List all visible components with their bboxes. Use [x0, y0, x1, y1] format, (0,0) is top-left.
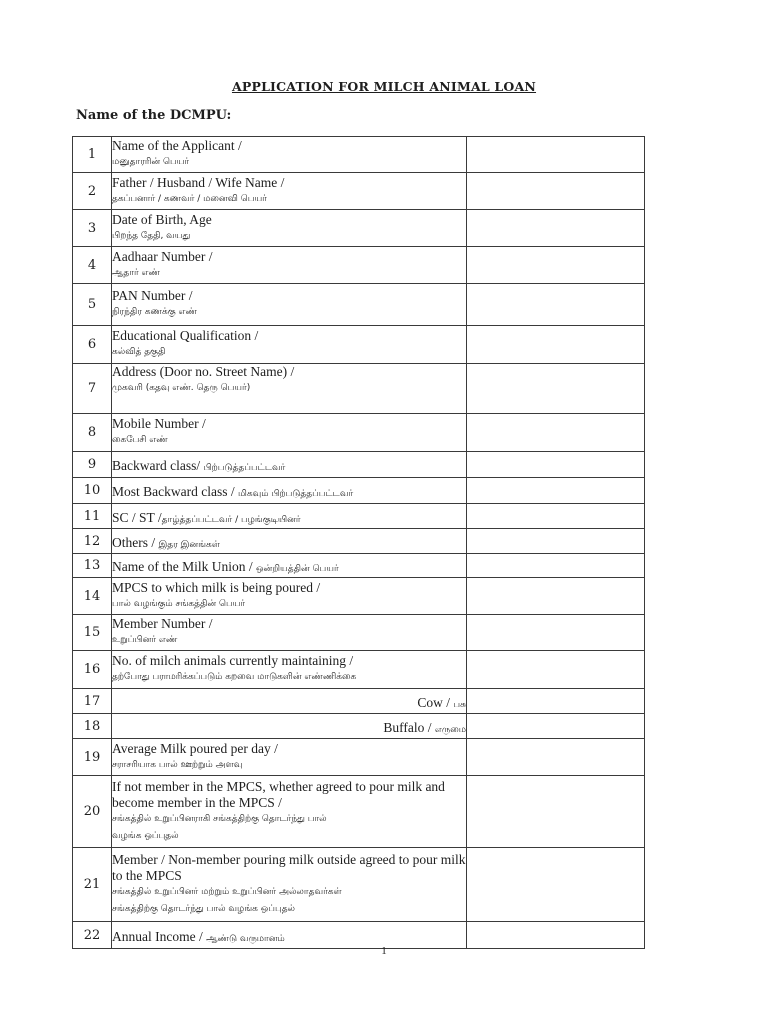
- row-number: 17: [73, 689, 112, 714]
- label-ta: சங்கத்தில் உறுப்பினர் மற்றும் உறுப்பினர் அல்லாதவர்கள்: [112, 886, 342, 897]
- field-label: [112, 554, 467, 578]
- field-label: [112, 615, 467, 651]
- label-en: Name of the Milk Union /: [112, 559, 256, 574]
- table-row: [73, 504, 645, 529]
- field-label: [112, 173, 467, 210]
- row-number: 16: [73, 651, 112, 689]
- table-row: [73, 137, 645, 173]
- field-label: [112, 414, 467, 452]
- table-row: [73, 326, 645, 364]
- row-number: 22: [73, 922, 112, 949]
- row-number: 6: [73, 326, 112, 364]
- answer-cell[interactable]: [467, 364, 645, 414]
- table-row: [73, 651, 645, 689]
- row-number: 20: [73, 776, 112, 848]
- label-en: Annual Income /: [112, 928, 207, 944]
- label-en: If not member in the MPCS, whether agreed to pour milk and become member in the MPCS /: [112, 778, 445, 810]
- row-number: 11: [73, 504, 112, 529]
- label-ta: முகவரி (கதவு எண். தெரு பெயர்): [112, 383, 251, 393]
- row-number: 12: [73, 529, 112, 554]
- label-ta: உறுப்பினர் எண்: [112, 635, 178, 645]
- label-en: Address (Door no. Street Name) /: [112, 364, 295, 379]
- row-number: 14: [73, 578, 112, 615]
- label-ta: மிகவும் பிற்படுத்தப்பட்டவர்: [237, 489, 354, 499]
- answer-cell[interactable]: [467, 247, 645, 284]
- answer-cell[interactable]: [467, 848, 645, 922]
- label-en: Aadhaar Number /: [112, 248, 213, 264]
- table-row: [73, 554, 645, 578]
- answer-cell[interactable]: [467, 529, 645, 554]
- label-en: Cow /: [417, 694, 454, 710]
- answer-cell[interactable]: [467, 210, 645, 247]
- table-row: [73, 173, 645, 210]
- row-number: 5: [73, 284, 112, 326]
- field-label: [112, 776, 467, 848]
- label-en: No. of milch animals currently maintaining /: [112, 653, 354, 668]
- table-row: [73, 364, 645, 414]
- row-number: 18: [73, 714, 112, 739]
- label-ta: கல்வித் தகுதி: [112, 347, 166, 357]
- table-row: [73, 689, 645, 714]
- answer-cell[interactable]: [467, 504, 645, 529]
- label-en: Most Backward class /: [112, 484, 238, 499]
- dcmpu-label: Name of the DCMPU:: [76, 108, 232, 123]
- label-ta: ஆதார் எண்: [112, 267, 160, 278]
- answer-cell[interactable]: [467, 414, 645, 452]
- label-en: Name of the Applicant /: [112, 138, 242, 153]
- table-row: [73, 247, 645, 284]
- label-en: Mobile Number /: [112, 416, 206, 431]
- table-row: [73, 414, 645, 452]
- page-title: APPLICATION FOR MILCH ANIMAL LOAN: [231, 79, 537, 94]
- label-ta: சராசரியாக பால் ஊற்றும் அளவு: [112, 759, 243, 770]
- field-label: [112, 529, 467, 554]
- answer-cell[interactable]: [467, 739, 645, 776]
- field-label: [112, 848, 467, 922]
- label-ta: தகப்பனார் / கணவர் / மனைவி பெயர்: [112, 193, 267, 204]
- label-en: Backward class/: [112, 458, 204, 473]
- field-label: [112, 739, 467, 776]
- label-ta-2: சங்கத்திற்கு தொடர்ந்து பால் வழங்க ஒப்புதல்: [112, 903, 296, 914]
- label-ta: பசு: [453, 699, 466, 710]
- label-ta: தற்போது பராமரிக்கப்படும் கறவை மாடுகளின் எண்ணிக்கை: [112, 672, 357, 682]
- label-ta: மனுதாரரின் பெயர்: [112, 157, 190, 167]
- row-number: 3: [73, 210, 112, 247]
- answer-cell[interactable]: [467, 478, 645, 504]
- row-number: 19: [73, 739, 112, 776]
- label-ta: பிறந்த தேதி, வயது: [112, 230, 191, 241]
- label-ta: சங்கத்தில் உறுப்பினராகி சங்கத்திற்கு தொடர்ந்து பால்: [112, 813, 327, 824]
- label-ta: கைபேசி எண்: [112, 435, 168, 445]
- answer-cell[interactable]: [467, 554, 645, 578]
- label-ta: பிற்படுத்தப்பட்டவர்: [203, 463, 286, 473]
- application-form-table: [72, 136, 645, 949]
- label-ta: தாழ்த்தப்பட்டவர் / பழங்குடியினர்: [161, 514, 301, 525]
- label-ta-2: வழங்க ஒப்புதல்: [112, 830, 179, 841]
- table-row: [73, 739, 645, 776]
- label-en: SC / ST /: [112, 509, 162, 525]
- row-number: 1: [73, 137, 112, 173]
- field-label: [112, 210, 467, 247]
- row-number: 10: [73, 478, 112, 504]
- label-en: Others /: [112, 534, 159, 550]
- table-row: [73, 578, 645, 615]
- field-label: [112, 504, 467, 529]
- table-row: [73, 452, 645, 478]
- label-en: MPCS to which milk is being poured /: [112, 579, 321, 595]
- row-number: 15: [73, 615, 112, 651]
- answer-cell[interactable]: [467, 173, 645, 210]
- answer-cell[interactable]: [467, 651, 645, 689]
- label-en: Educational Qualification /: [112, 328, 259, 343]
- field-label: [112, 714, 467, 739]
- label-ta: இதர இனங்கள்: [158, 539, 220, 550]
- answer-cell[interactable]: [467, 137, 645, 173]
- label-ta: நிரந்திர கணக்கு எண்: [112, 307, 198, 317]
- label-ta: பால் வழங்கும் சங்கத்தின் பெயர்: [112, 598, 246, 609]
- page-number: 1: [381, 945, 387, 957]
- table-row: [73, 210, 645, 247]
- label-en: Father / Husband / Wife Name /: [112, 174, 285, 190]
- answer-cell[interactable]: [467, 452, 645, 478]
- table-row: [73, 529, 645, 554]
- row-number: 7: [73, 364, 112, 414]
- answer-cell[interactable]: [467, 689, 645, 714]
- field-label: [112, 651, 467, 689]
- field-label: [112, 478, 467, 504]
- label-en: Member Number /: [112, 616, 213, 631]
- label-en: Date of Birth, Age: [112, 211, 212, 227]
- field-label: [112, 578, 467, 615]
- field-label: [112, 452, 467, 478]
- row-number: 8: [73, 414, 112, 452]
- row-number: 2: [73, 173, 112, 210]
- label-en: Average Milk poured per day /: [112, 740, 278, 756]
- label-en: Buffalo /: [383, 719, 435, 735]
- row-number: 13: [73, 554, 112, 578]
- table-row: [73, 714, 645, 739]
- answer-cell[interactable]: [467, 326, 645, 364]
- table-row: [73, 615, 645, 651]
- field-label: [112, 326, 467, 364]
- field-label: [112, 364, 467, 414]
- label-ta: ஒன்றியத்தின் பெயர்: [255, 564, 339, 574]
- label-en: Member / Non-member pouring milk outside agreed to pour milk to the MPCS: [112, 851, 466, 883]
- answer-cell[interactable]: [467, 284, 645, 326]
- row-number: 21: [73, 848, 112, 922]
- label-en: PAN Number /: [112, 288, 193, 303]
- field-label: [112, 284, 467, 326]
- table-row: [73, 776, 645, 848]
- label-ta: எருமை: [434, 724, 466, 735]
- table-row: [73, 848, 645, 922]
- field-label: [112, 247, 467, 284]
- answer-cell[interactable]: [467, 615, 645, 651]
- answer-cell[interactable]: [467, 776, 645, 848]
- answer-cell[interactable]: [467, 714, 645, 739]
- table-row: [73, 478, 645, 504]
- field-label: [112, 137, 467, 173]
- table-row: [73, 284, 645, 326]
- row-number: 4: [73, 247, 112, 284]
- field-label: [112, 689, 467, 714]
- label-ta: ஆண்டு வருமானம்: [206, 933, 285, 944]
- answer-cell[interactable]: [467, 578, 645, 615]
- row-number: 9: [73, 452, 112, 478]
